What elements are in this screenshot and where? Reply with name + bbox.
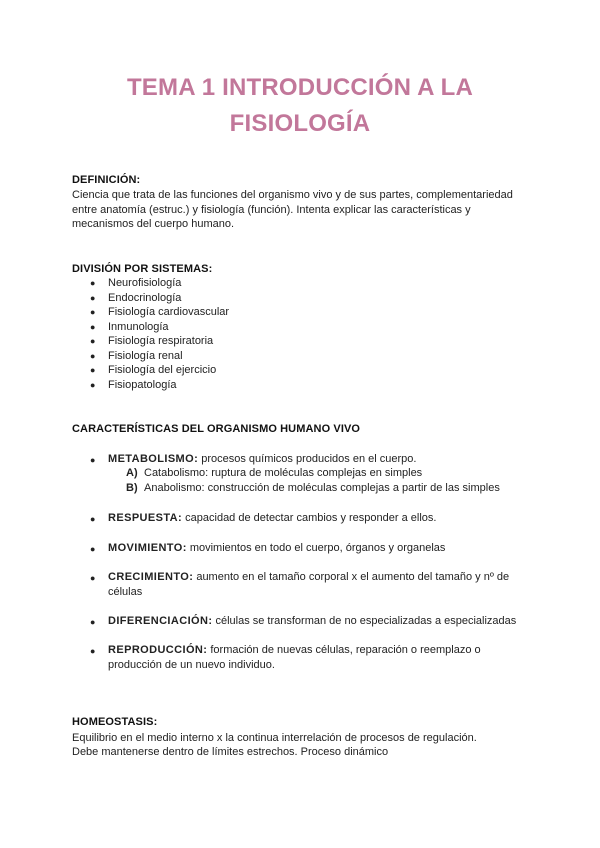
bullet-icon: ● [90, 379, 96, 390]
list-item: ● Fisiopatología [90, 378, 177, 391]
definicion-text: Ciencia que trata de las funciones del organismo vivo y de sus partes, complementariedad entre anatomía (estruc.) y fisiología (función). Intenta explicar las características y mecanismos del cuerpo humano. [72, 189, 513, 230]
division-list [90, 276, 229, 392]
bullet-icon: ● [90, 350, 96, 361]
bullet-icon: ● [90, 573, 96, 583]
bullet-icon: ● [90, 307, 96, 317]
list-item: ● Inmunología [90, 320, 169, 333]
bullet-icon: ● [90, 278, 96, 288]
bullet-icon: ● [90, 514, 96, 524]
bullet-icon: ● [90, 646, 96, 656]
bullet-icon: ● [90, 321, 96, 332]
bullet-icon: ● [90, 544, 96, 554]
sub-item: B) Anabolismo: construcción de moléculas complejas a partir de las simples [126, 482, 500, 494]
homeostasis-heading: HOMEOSTASIS: [72, 716, 158, 728]
bullet-icon: ● [90, 365, 96, 375]
homeostasis-line-1: Equilibrio en el medio interno x la continua interrelación de procesos de regulación. [72, 732, 477, 744]
list-item: ● REPRODUCCIÓN: formación de nuevas células, reparación o reemplazo o producción de un nuevo individuo. [90, 644, 481, 671]
list-item: ● Endocrinología [90, 291, 182, 304]
bullet-icon: ● [90, 292, 96, 303]
list-item: ● RESPUESTA: capacidad de detectar cambios y responder a ellos. [90, 511, 530, 526]
bullet-icon: ● [90, 336, 96, 346]
bullet-icon: ● [90, 455, 96, 465]
list-item: ● CRECIMIENTO: aumento en el tamaño corporal x el aumento del tamaño y nº de células [90, 571, 510, 598]
definicion-heading: DEFINICIÓN: [72, 174, 141, 186]
list-item: ● Fisiología cardiovascular [90, 306, 230, 318]
caracteristicas-heading: CARACTERÍSTICAS DEL ORGANISMO HUMANO VIVO [72, 423, 361, 435]
list-item: ● DIFERENCIACIÓN: células se transforman de no especializadas a especializadas [90, 614, 530, 629]
homeostasis-line-2: Debe mantenerse dentro de límites estrechos. Proceso dinámico [72, 746, 389, 758]
sub-item: A) Catabolismo: ruptura de moléculas complejas en simples [126, 467, 423, 479]
list-item: ● Neurofisiología [90, 277, 182, 289]
list-item: ● METABOLISMO: procesos químicos producidos en el cuerpo. [90, 452, 530, 467]
division-heading: DIVISIÓN POR SISTEMAS: [72, 263, 213, 275]
page-title: TEMA 1 INTRODUCCIÓN A LA FISIOLOGÍA [126, 74, 474, 137]
bullet-icon: ● [90, 617, 96, 627]
list-item: ● MOVIMIENTO: movimientos en todo el cuerpo, órganos y organelas [90, 541, 530, 556]
list-item: ● Fisiología respiratoria [90, 335, 214, 347]
list-item: ● Fisiología del ejercicio [90, 364, 217, 376]
list-item: ● Fisiología renal [90, 349, 183, 362]
